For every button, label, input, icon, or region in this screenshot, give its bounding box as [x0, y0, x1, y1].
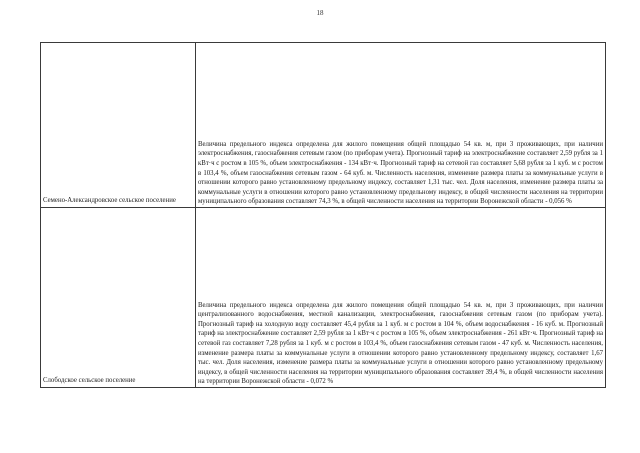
table-row — [41, 43, 606, 208]
settlements-table — [40, 42, 606, 388]
settlement-name: Слободское сельское поселение — [41, 208, 196, 388]
settlement-name: Семено-Александровское сельское поселение — [41, 43, 196, 208]
settlement-description: Величина предельного индекса определена для жилого помещения общей площадью 54 кв. м, при 3 проживающих, при наличии электроснабжения, газоснабжения сетевым газом (по приборам учета). Прогнозный тариф на электроснабжение составляет 2,59 рубля за 1 кВт·ч с ростом в 105 %, объем электроснабжения - 134 кВт·ч. Прогнозный тариф на сетевой газ составляет 5,68 рубля за 1 куб. м с ростом в 103,4 %, объем газоснабжения сетевым газом - 64 куб. м. Численность населения, изменение размера платы за коммунальные услуги в отношении которого равно установленному предельному индексу, составляет 1,31 тыс. чел. Доля населения, изменение размера платы за коммунальные услуги в отношении которого равно установленному предельному индексу, в общей численности населения на территории муниципального образования составляет 74,3 %, в общей численности населения на территории Воронежской области - 0,056 % — [196, 43, 606, 208]
settlement-description: Величина предельного индекса определена для жилого помещения общей площадью 54 кв. м, при 3 проживающих, при наличии централизованного водоснабжения, местной канализации, электроснабжения, газоснабжения сетевым газом (по приборам учета). Прогнозный тариф на холодную воду составляет 45,4 рубля за 1 куб. м с ростом в 104 %, объем водоснабжения - 16 куб. м. Прогнозный тариф на электроснабжение составляет 2,59 рубля за 1 кВт·ч с ростом в 105 %, объем электроснабжения - 261 кВт·ч. Прогнозный тариф на сетевой газ составляет 7,28 рубля за 1 куб. м с ростом в 103,4 %, объем газоснабжения сетевым газом - 47 куб. м. Численность населения, изменение размера платы за коммунальные услуги в отношении которого равно установленному предельному индексу, составляет 1,67 тыс. чел. Доля населения, изменение размера платы за коммунальные услуги в отношении которого равно установленному предельному индексу, в общей численности населения на территории муниципального образования составляет 39,4 %, в общей численности населения на территории Воронежской области - 0,072 % — [196, 208, 606, 388]
table-row — [41, 208, 606, 388]
page-number: 18 — [316, 9, 324, 17]
